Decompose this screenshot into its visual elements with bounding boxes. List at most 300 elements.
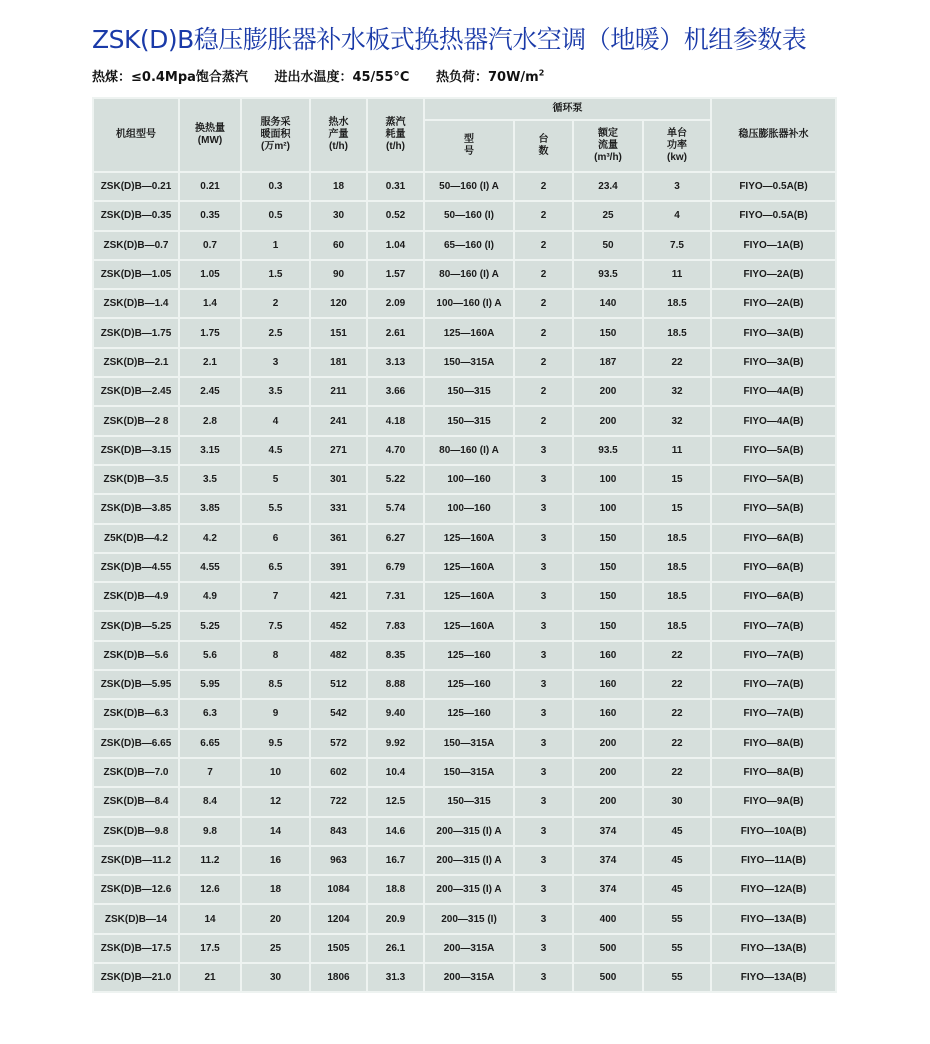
cell-pump-flow: 200 — [573, 787, 643, 816]
cell-heat-exchange: 3.5 — [179, 465, 241, 494]
cell-pump-power: 45 — [643, 875, 711, 904]
cell-model: ZSK(D)B—4.9 — [93, 582, 179, 611]
table-row — [93, 817, 836, 846]
cell-area: 20 — [241, 904, 310, 933]
cell-hot-water: 151 — [310, 318, 367, 347]
cell-expansion: FIYO—6A(B) — [711, 553, 836, 582]
cell-expansion: FIYO—4A(B) — [711, 377, 836, 406]
cell-pump-flow: 374 — [573, 846, 643, 875]
cell-steam: 7.31 — [367, 582, 424, 611]
header-pump-count — [514, 120, 573, 172]
cell-area: 2.5 — [241, 318, 310, 347]
cell-pump-count: 3 — [514, 758, 573, 787]
cell-pump-count: 3 — [514, 904, 573, 933]
cell-pump-power: 11 — [643, 260, 711, 289]
spec-summary — [92, 66, 566, 85]
cell-steam: 2.61 — [367, 318, 424, 347]
cell-area: 6 — [241, 524, 310, 553]
table-row — [93, 231, 836, 260]
header-line: 服务采 — [260, 117, 291, 128]
cell-pump-power: 3 — [643, 172, 711, 201]
cell-pump-type: 100—160 — [424, 465, 514, 494]
cell-model: ZSK(D)B—4.55 — [93, 553, 179, 582]
cell-heat-exchange: 21 — [179, 963, 241, 992]
cell-pump-flow: 23.4 — [573, 172, 643, 201]
cell-hot-water: 301 — [310, 465, 367, 494]
cell-pump-power: 22 — [643, 670, 711, 699]
cell-pump-count: 3 — [514, 670, 573, 699]
table-row — [93, 465, 836, 494]
cell-pump-power: 55 — [643, 934, 711, 963]
cell-model: ZSK(D)B—5.25 — [93, 611, 179, 640]
cell-area: 6.5 — [241, 553, 310, 582]
cell-model: ZSK(D)B—3.5 — [93, 465, 179, 494]
cell-heat-exchange: 11.2 — [179, 846, 241, 875]
cell-pump-count: 2 — [514, 260, 573, 289]
cell-pump-type: 125—160A — [424, 611, 514, 640]
cell-pump-flow: 100 — [573, 465, 643, 494]
cell-pump-power: 22 — [643, 758, 711, 787]
cell-steam: 12.5 — [367, 787, 424, 816]
cell-pump-count: 3 — [514, 787, 573, 816]
cell-model: ZSK(D)B—0.35 — [93, 201, 179, 230]
cell-pump-count: 3 — [514, 875, 573, 904]
cell-pump-count: 3 — [514, 553, 573, 582]
cell-area: 8.5 — [241, 670, 310, 699]
table-row — [93, 201, 836, 230]
cell-steam: 1.04 — [367, 231, 424, 260]
table-row — [93, 670, 836, 699]
heat-load-superscript: 2 — [538, 68, 545, 78]
cell-area: 8 — [241, 641, 310, 670]
page-title: ZSK(D)B稳压膨胀器补水板式换热器汽水空调（地暖）机组参数表 — [92, 25, 807, 54]
cell-pump-power: 32 — [643, 406, 711, 435]
cell-hot-water: 60 — [310, 231, 367, 260]
cell-pump-count: 3 — [514, 846, 573, 875]
cell-pump-type: 125—160A — [424, 582, 514, 611]
table-row — [93, 406, 836, 435]
header-line: 换热量 — [195, 123, 225, 134]
header-steam — [367, 98, 424, 172]
table-row — [93, 524, 836, 553]
cell-pump-flow: 160 — [573, 670, 643, 699]
cell-area: 4.5 — [241, 436, 310, 465]
cell-heat-exchange: 12.6 — [179, 875, 241, 904]
cell-pump-type: 150—315A — [424, 348, 514, 377]
cell-pump-power: 22 — [643, 729, 711, 758]
cell-expansion: FIYO—12A(B) — [711, 875, 836, 904]
cell-steam: 4.70 — [367, 436, 424, 465]
header-line: (kw) — [667, 152, 687, 163]
cell-area: 3.5 — [241, 377, 310, 406]
cell-steam: 7.83 — [367, 611, 424, 640]
cell-heat-exchange: 14 — [179, 904, 241, 933]
cell-expansion: FIYO—13A(B) — [711, 904, 836, 933]
table-row — [93, 934, 836, 963]
cell-pump-flow: 374 — [573, 875, 643, 904]
cell-pump-type: 150—315A — [424, 758, 514, 787]
cell-pump-count: 2 — [514, 406, 573, 435]
cell-hot-water: 482 — [310, 641, 367, 670]
cell-heat-exchange: 0.21 — [179, 172, 241, 201]
cell-expansion: FIYO—13A(B) — [711, 934, 836, 963]
cell-hot-water: 361 — [310, 524, 367, 553]
cell-pump-flow: 500 — [573, 934, 643, 963]
cell-expansion: FIYO—5A(B) — [711, 465, 836, 494]
cell-pump-flow: 200 — [573, 758, 643, 787]
cell-model: ZSK(D)B—1.75 — [93, 318, 179, 347]
table-row — [93, 846, 836, 875]
header-line: 产量 — [328, 129, 349, 140]
cell-expansion: FIYO—9A(B) — [711, 787, 836, 816]
cell-pump-type: 100—160 (I) A — [424, 289, 514, 318]
cell-steam: 4.18 — [367, 406, 424, 435]
cell-steam: 0.52 — [367, 201, 424, 230]
cell-hot-water: 18 — [310, 172, 367, 201]
cell-model: ZSK(D)B—6.65 — [93, 729, 179, 758]
cell-area: 2 — [241, 289, 310, 318]
cell-area: 7 — [241, 582, 310, 611]
cell-pump-flow: 150 — [573, 553, 643, 582]
cell-pump-count: 2 — [514, 172, 573, 201]
table-row — [93, 289, 836, 318]
header-line: (万m²) — [261, 141, 290, 152]
header-expansion: 稳压膨胀器补水 — [711, 98, 836, 172]
cell-heat-exchange: 2.1 — [179, 348, 241, 377]
cell-model: ZSK(D)B—3.85 — [93, 494, 179, 523]
table-row — [93, 318, 836, 347]
cell-model: ZSK(D)B—3.15 — [93, 436, 179, 465]
cell-area: 25 — [241, 934, 310, 963]
cell-model: ZSK(D)B—1.4 — [93, 289, 179, 318]
cell-pump-power: 55 — [643, 963, 711, 992]
table-row — [93, 436, 836, 465]
cell-hot-water: 1505 — [310, 934, 367, 963]
cell-heat-exchange: 2.8 — [179, 406, 241, 435]
cell-model: ZSK(D)B—0.21 — [93, 172, 179, 201]
header-pump-group: 循环泵 — [424, 98, 711, 120]
cell-pump-power: 18.5 — [643, 289, 711, 318]
cell-model: ZSK(D)B—2 8 — [93, 406, 179, 435]
cell-pump-flow: 50 — [573, 231, 643, 260]
cell-pump-type: 150—315 — [424, 406, 514, 435]
cell-heat-exchange: 3.15 — [179, 436, 241, 465]
cell-steam: 6.79 — [367, 553, 424, 582]
header-line: (t/h) — [329, 141, 348, 152]
cell-pump-power: 18.5 — [643, 318, 711, 347]
cell-area: 4 — [241, 406, 310, 435]
cell-area: 12 — [241, 787, 310, 816]
cell-model: ZSK(D)B—2.1 — [93, 348, 179, 377]
cell-expansion: FIYO—7A(B) — [711, 670, 836, 699]
header-line: 蒸汽 — [385, 117, 406, 128]
cell-model: ZSK(D)B—6.3 — [93, 699, 179, 728]
table-row — [93, 377, 836, 406]
cell-model: ZSK(D)B—5.6 — [93, 641, 179, 670]
cell-model: ZSK(D)B—9.8 — [93, 817, 179, 846]
cell-expansion: FIYO—2A(B) — [711, 260, 836, 289]
cell-expansion: FIYO—5A(B) — [711, 494, 836, 523]
cell-pump-flow: 160 — [573, 641, 643, 670]
cell-pump-flow: 200 — [573, 406, 643, 435]
cell-pump-type: 80—160 (I) A — [424, 260, 514, 289]
cell-pump-flow: 150 — [573, 582, 643, 611]
table-header — [93, 98, 836, 172]
cell-area: 0.3 — [241, 172, 310, 201]
cell-model: ZSK(D)B—17.5 — [93, 934, 179, 963]
cell-hot-water: 120 — [310, 289, 367, 318]
cell-hot-water: 391 — [310, 553, 367, 582]
table-row — [93, 582, 836, 611]
cell-pump-power: 22 — [643, 699, 711, 728]
table-row — [93, 875, 836, 904]
cell-heat-exchange: 2.45 — [179, 377, 241, 406]
cell-pump-power: 15 — [643, 494, 711, 523]
parameter-table — [92, 97, 837, 993]
table-row — [93, 963, 836, 992]
cell-pump-type: 200—315A — [424, 934, 514, 963]
cell-heat-exchange: 9.8 — [179, 817, 241, 846]
cell-expansion: FIYO—6A(B) — [711, 582, 836, 611]
cell-model: ZSK(D)B—0.7 — [93, 231, 179, 260]
header-line: 数 — [538, 146, 549, 157]
cell-pump-power: 45 — [643, 846, 711, 875]
cell-pump-count: 3 — [514, 524, 573, 553]
cell-steam: 16.7 — [367, 846, 424, 875]
cell-pump-type: 50—160 (I) — [424, 201, 514, 230]
header-line: 热水 — [328, 117, 349, 128]
cell-pump-count: 3 — [514, 611, 573, 640]
header-line: 功率 — [667, 140, 687, 151]
cell-hot-water: 331 — [310, 494, 367, 523]
cell-expansion: FIYO—11A(B) — [711, 846, 836, 875]
cell-pump-power: 11 — [643, 436, 711, 465]
cell-area: 16 — [241, 846, 310, 875]
cell-hot-water: 90 — [310, 260, 367, 289]
cell-pump-power: 45 — [643, 817, 711, 846]
cell-model: ZSK(D)B—5.95 — [93, 670, 179, 699]
cell-hot-water: 271 — [310, 436, 367, 465]
table-row — [93, 172, 836, 201]
cell-pump-flow: 25 — [573, 201, 643, 230]
water-temp-spec: 进出水温度：45/55°C — [274, 70, 410, 85]
cell-area: 1 — [241, 231, 310, 260]
cell-pump-flow: 93.5 — [573, 260, 643, 289]
table-row — [93, 494, 836, 523]
cell-model: ZSK(D)B—12.6 — [93, 875, 179, 904]
cell-steam: 26.1 — [367, 934, 424, 963]
cell-hot-water: 963 — [310, 846, 367, 875]
cell-steam: 8.35 — [367, 641, 424, 670]
header-line: 单台 — [667, 128, 687, 139]
cell-model: Z5K(D)B—4.2 — [93, 524, 179, 553]
cell-pump-count: 3 — [514, 963, 573, 992]
cell-pump-count: 3 — [514, 934, 573, 963]
table-row — [93, 787, 836, 816]
cell-steam: 14.6 — [367, 817, 424, 846]
cell-heat-exchange: 5.95 — [179, 670, 241, 699]
cell-pump-power: 18.5 — [643, 582, 711, 611]
cell-expansion: FIYO—0.5A(B) — [711, 172, 836, 201]
cell-hot-water: 1204 — [310, 904, 367, 933]
cell-pump-type: 200—315 (I) A — [424, 817, 514, 846]
cell-area: 3 — [241, 348, 310, 377]
header-line: 暖面积 — [260, 129, 291, 140]
cell-area: 0.5 — [241, 201, 310, 230]
cell-pump-flow: 160 — [573, 699, 643, 728]
cell-area: 10 — [241, 758, 310, 787]
cell-pump-type: 50—160 (I) A — [424, 172, 514, 201]
cell-model: ZSK(D)B—14 — [93, 904, 179, 933]
header-line: 型 — [464, 134, 474, 145]
cell-pump-flow: 140 — [573, 289, 643, 318]
cell-pump-type: 150—315 — [424, 377, 514, 406]
cell-pump-type: 100—160 — [424, 494, 514, 523]
cell-heat-exchange: 4.9 — [179, 582, 241, 611]
cell-hot-water: 512 — [310, 670, 367, 699]
table-row — [93, 758, 836, 787]
cell-pump-power: 55 — [643, 904, 711, 933]
cell-pump-flow: 200 — [573, 729, 643, 758]
header-line: 流量 — [598, 140, 618, 151]
cell-pump-count: 2 — [514, 318, 573, 347]
table-row — [93, 904, 836, 933]
cell-steam: 18.8 — [367, 875, 424, 904]
heat-load-text: 热负荷：70W/m — [435, 70, 539, 85]
cell-heat-exchange: 1.4 — [179, 289, 241, 318]
cell-model: ZSK(D)B—8.4 — [93, 787, 179, 816]
cell-heat-exchange: 5.25 — [179, 611, 241, 640]
cell-hot-water: 1084 — [310, 875, 367, 904]
cell-pump-power: 15 — [643, 465, 711, 494]
cell-pump-count: 3 — [514, 494, 573, 523]
header-area — [241, 98, 310, 172]
header-heat-exchange — [179, 98, 241, 172]
cell-hot-water: 241 — [310, 406, 367, 435]
cell-pump-type: 150—315 — [424, 787, 514, 816]
cell-area: 5 — [241, 465, 310, 494]
cell-pump-count: 3 — [514, 817, 573, 846]
cell-pump-type: 150—315A — [424, 729, 514, 758]
cell-pump-type: 125—160 — [424, 670, 514, 699]
cell-heat-exchange: 1.75 — [179, 318, 241, 347]
cell-steam: 0.31 — [367, 172, 424, 201]
cell-hot-water: 421 — [310, 582, 367, 611]
cell-expansion: FIYO—10A(B) — [711, 817, 836, 846]
cell-steam: 1.57 — [367, 260, 424, 289]
cell-pump-count: 2 — [514, 377, 573, 406]
cell-area: 1.5 — [241, 260, 310, 289]
cell-expansion: FIYO—7A(B) — [711, 699, 836, 728]
cell-pump-type: 125—160 — [424, 641, 514, 670]
header-line: (m³/h) — [594, 152, 622, 163]
cell-area: 14 — [241, 817, 310, 846]
cell-hot-water: 572 — [310, 729, 367, 758]
heat-medium-spec: 热煤：≤0.4Mpa饱合蒸汽 — [92, 70, 248, 85]
cell-heat-exchange: 6.3 — [179, 699, 241, 728]
cell-area: 18 — [241, 875, 310, 904]
cell-hot-water: 843 — [310, 817, 367, 846]
cell-pump-count: 2 — [514, 289, 573, 318]
cell-expansion: FIYO—6A(B) — [711, 524, 836, 553]
header-model: 机组型号 — [93, 98, 179, 172]
table-row — [93, 699, 836, 728]
cell-area: 7.5 — [241, 611, 310, 640]
cell-expansion: FIYO—4A(B) — [711, 406, 836, 435]
cell-pump-power: 32 — [643, 377, 711, 406]
cell-expansion: FIYO—1A(B) — [711, 231, 836, 260]
cell-expansion: FIYO—8A(B) — [711, 729, 836, 758]
cell-pump-flow: 150 — [573, 611, 643, 640]
cell-model: ZSK(D)B—1.05 — [93, 260, 179, 289]
cell-pump-flow: 400 — [573, 904, 643, 933]
cell-pump-type: 200—315 (I) — [424, 904, 514, 933]
header-pump-power — [643, 120, 711, 172]
cell-expansion: FIYO—5A(B) — [711, 436, 836, 465]
cell-heat-exchange: 1.05 — [179, 260, 241, 289]
cell-area: 5.5 — [241, 494, 310, 523]
cell-pump-flow: 500 — [573, 963, 643, 992]
cell-steam: 3.66 — [367, 377, 424, 406]
cell-hot-water: 452 — [310, 611, 367, 640]
cell-steam: 5.74 — [367, 494, 424, 523]
cell-pump-type: 125—160A — [424, 524, 514, 553]
cell-pump-type: 125—160 — [424, 699, 514, 728]
cell-area: 30 — [241, 963, 310, 992]
cell-heat-exchange: 8.4 — [179, 787, 241, 816]
cell-model: ZSK(D)B—11.2 — [93, 846, 179, 875]
heat-load-spec — [436, 70, 544, 85]
cell-expansion: FIYO—8A(B) — [711, 758, 836, 787]
cell-hot-water: 211 — [310, 377, 367, 406]
cell-expansion: FIYO—3A(B) — [711, 348, 836, 377]
cell-model: ZSK(D)B—2.45 — [93, 377, 179, 406]
cell-expansion: FIYO—0.5A(B) — [711, 201, 836, 230]
header-pump-flow — [573, 120, 643, 172]
cell-hot-water: 722 — [310, 787, 367, 816]
cell-pump-count: 2 — [514, 201, 573, 230]
header-line: 台 — [538, 134, 549, 145]
cell-pump-power: 22 — [643, 641, 711, 670]
header-hot-water — [310, 98, 367, 172]
header-line: (MW) — [197, 135, 223, 146]
table-row — [93, 348, 836, 377]
cell-heat-exchange: 4.2 — [179, 524, 241, 553]
cell-heat-exchange: 0.35 — [179, 201, 241, 230]
cell-pump-count: 3 — [514, 699, 573, 728]
cell-pump-power: 30 — [643, 787, 711, 816]
cell-pump-power: 4 — [643, 201, 711, 230]
cell-pump-type: 200—315A — [424, 963, 514, 992]
header-line: (t/h) — [386, 141, 405, 152]
cell-hot-water: 30 — [310, 201, 367, 230]
cell-steam: 9.40 — [367, 699, 424, 728]
cell-hot-water: 602 — [310, 758, 367, 787]
table-row — [93, 641, 836, 670]
cell-pump-flow: 150 — [573, 524, 643, 553]
cell-hot-water: 1806 — [310, 963, 367, 992]
cell-steam: 31.3 — [367, 963, 424, 992]
cell-pump-flow: 374 — [573, 817, 643, 846]
cell-expansion: FIYO—2A(B) — [711, 289, 836, 318]
cell-pump-flow: 100 — [573, 494, 643, 523]
cell-steam: 8.88 — [367, 670, 424, 699]
cell-pump-count: 2 — [514, 231, 573, 260]
cell-pump-count: 3 — [514, 582, 573, 611]
cell-expansion: FIYO—13A(B) — [711, 963, 836, 992]
cell-hot-water: 542 — [310, 699, 367, 728]
cell-pump-flow: 200 — [573, 377, 643, 406]
